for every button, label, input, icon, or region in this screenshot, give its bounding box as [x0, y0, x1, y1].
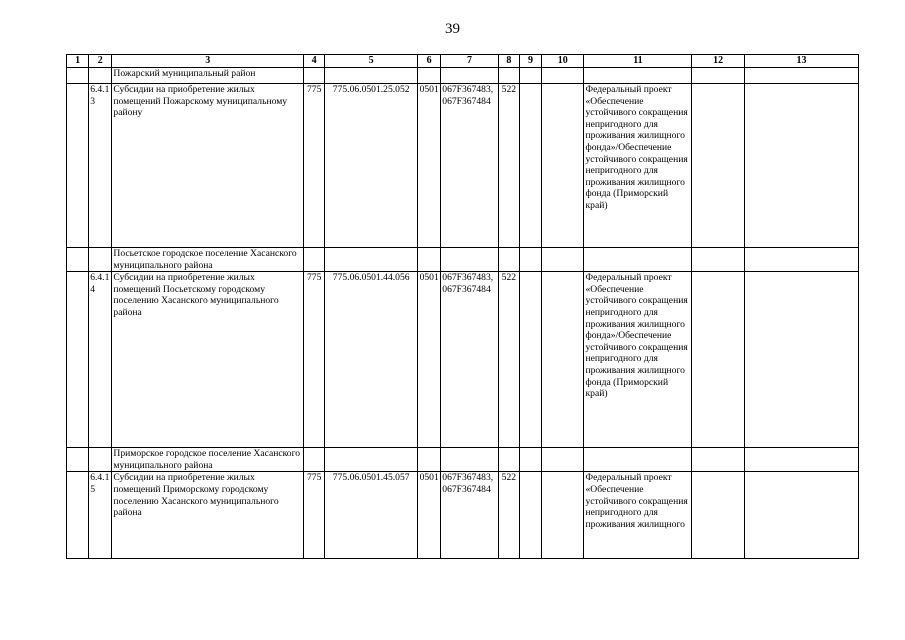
cell-col4: 775 — [304, 272, 325, 448]
row-number: 6.4.1 3 — [89, 84, 112, 248]
column-header: 6 — [418, 55, 441, 68]
cell-col11: Федеральный проект «Обеспечение устойчивого сокращения непригодного для проживания жилищного фонда»/Обеспечение устойчивого сокращения непригодного для проживания жилищного фонда (Приморский край) — [584, 272, 692, 448]
cell-col5: 775.06.0501.25.052 — [325, 84, 418, 248]
column-header: 3 — [112, 55, 304, 68]
cell-col6: 0501 — [418, 272, 441, 448]
table-header-row — [67, 55, 859, 68]
cell-col4: 775 — [304, 84, 325, 248]
cell-col7: 067F367483, 067F367484 — [441, 84, 499, 248]
cell-col5: 775.06.0501.44.056 — [325, 272, 418, 448]
section-title: Приморское городское поселение Хасанского муниципального района — [112, 448, 304, 472]
column-header: 9 — [519, 55, 541, 68]
cell-col6: 0501 — [418, 84, 441, 248]
column-header: 4 — [304, 55, 325, 68]
cell-col5: 775.06.0501.45.057 — [325, 472, 418, 559]
column-header: 12 — [692, 55, 744, 68]
column-header: 5 — [325, 55, 418, 68]
column-header: 1 — [67, 55, 89, 68]
cell-col7: 067F367483, 067F367484 — [441, 472, 499, 559]
section-row — [67, 248, 859, 272]
column-header: 10 — [542, 55, 584, 68]
column-header: 7 — [441, 55, 499, 68]
cell-col7: 067F367483, 067F367484 — [441, 272, 499, 448]
cell-col11: Федеральный проект «Обеспечение устойчивого сокращения непригодного для проживания жилищного — [584, 472, 692, 559]
row-name: Субсидии на приобретение жилых помещений Приморскому городскому поселению Хасанского муниципального района — [112, 472, 304, 559]
cell-col11: Федеральный проект «Обеспечение устойчивого сокращения непригодного для проживания жилищного фонда»/Обеспечение устойчивого сокращения непригодного для проживания жилищного фонда (Приморский край) — [584, 84, 692, 248]
row-name: Субсидии на приобретение жилых помещений Посьетскому городскому поселению Хасанского муниципального района — [112, 272, 304, 448]
page-number: 39 — [445, 21, 460, 37]
row-name: Субсидии на приобретение жилых помещений Пожарскому муниципальному району — [112, 84, 304, 248]
column-header: 11 — [584, 55, 692, 68]
column-header: 13 — [744, 55, 858, 68]
section-title: Посьетское городское поселение Хасанского муниципального района — [112, 248, 304, 272]
column-header: 2 — [89, 55, 112, 68]
row-number: 6.4.1 4 — [89, 272, 112, 448]
table-row — [67, 84, 859, 248]
table-row — [67, 272, 859, 448]
cell-col6: 0501 — [418, 472, 441, 559]
section-row — [67, 68, 859, 84]
cell-col4: 775 — [304, 472, 325, 559]
budget-table — [66, 54, 859, 559]
section-row — [67, 448, 859, 472]
column-header: 8 — [498, 55, 519, 68]
section-title: Пожарский муниципальный район — [112, 68, 304, 84]
table-row — [67, 472, 859, 559]
row-number: 6.4.1 5 — [89, 472, 112, 559]
cell-col8: 522 — [498, 272, 519, 448]
cell-col8: 522 — [498, 472, 519, 559]
cell-col8: 522 — [498, 84, 519, 248]
